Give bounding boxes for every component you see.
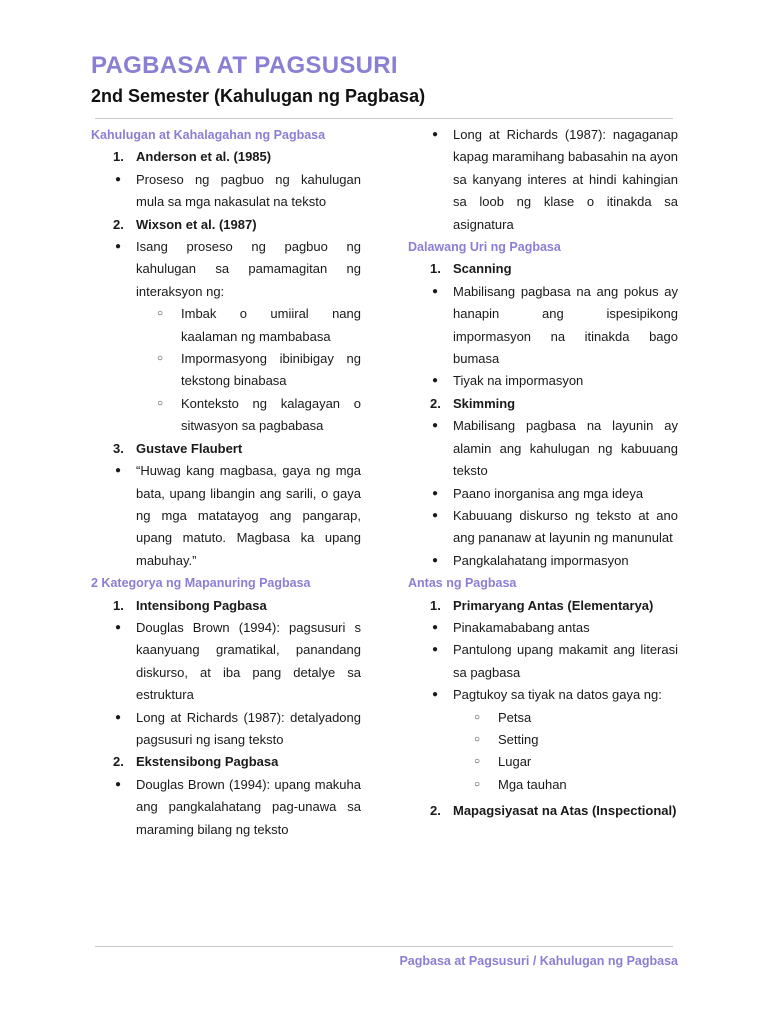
bullet-icon: ●	[115, 778, 122, 790]
bullet-icon: ●	[115, 621, 122, 633]
bullet-text: Pangkalahatang impormasyon	[453, 552, 629, 568]
sub-bullet-item	[408, 707, 678, 729]
bullet-icon: ●	[432, 509, 439, 521]
item-label: Scanning	[453, 261, 512, 277]
item-label: Anderson et al. (1985)	[136, 149, 272, 165]
sub-bullet-item	[91, 303, 361, 348]
bullet-icon: ●	[115, 711, 122, 723]
bullet-item	[91, 169, 361, 214]
circle-bullet-icon: ○	[474, 711, 481, 723]
circle-bullet-icon: ○	[474, 756, 481, 768]
bullet-icon: ●	[432, 285, 439, 297]
numbered-item	[91, 751, 361, 773]
item-label: Gustave Flaubert	[136, 440, 243, 456]
bullet-icon: ●	[432, 375, 439, 387]
bullet-text: Pinakamababang antas	[453, 619, 590, 635]
bullet-text: Isang proseso ng pagbuo ng kahulugan sa pamamagitan ng interaksyon ng:	[136, 239, 361, 299]
circle-bullet-icon: ○	[474, 733, 481, 745]
sub-bullet-item	[408, 774, 678, 796]
sub-bullet-text: Mga tauhan	[498, 776, 567, 792]
bullet-item	[408, 617, 678, 639]
footer-divider	[95, 946, 673, 947]
bullet-icon: ●	[432, 420, 439, 432]
bullet-item	[91, 707, 361, 752]
sub-bullet-text: Imbak o umiiral nang kaalaman ng mambabasa	[181, 306, 361, 344]
circle-bullet-icon: ○	[474, 778, 481, 790]
bullet-item	[91, 460, 361, 572]
bullet-item	[91, 617, 361, 707]
bullet-icon: ●	[432, 689, 439, 701]
bullet-item	[408, 639, 678, 684]
numbered-item	[408, 595, 678, 617]
item-number: 2.	[430, 803, 441, 819]
section-heading: Kahulugan at Kahalagahan ng Pagbasa	[91, 128, 326, 142]
bullet-item	[408, 483, 678, 505]
sub-bullet-text: Petsa	[498, 709, 532, 725]
footer-text: Pagbasa at Pagsusuri / Kahulugan ng Pagbasa	[399, 954, 678, 968]
bullet-icon: ●	[432, 487, 439, 499]
bullet-icon: ●	[432, 621, 439, 633]
bullet-item	[408, 684, 678, 706]
bullet-text: Douglas Brown (1994): pagsusuri s kaanyuang gramatikal, panandang diskurso, at iba pang detalye sa estruktura	[136, 619, 361, 703]
bullet-item	[408, 370, 678, 392]
item-number: 1.	[113, 149, 124, 165]
sub-bullet-item	[408, 751, 678, 773]
right-column	[408, 124, 678, 823]
sub-bullet-text: Lugar	[498, 754, 532, 770]
sub-bullet-text: Setting	[498, 731, 539, 747]
bullet-text: Paano inorganisa ang mga ideya	[453, 485, 644, 501]
section-heading: 2 Kategorya ng Mapanuring Pagbasa	[91, 576, 311, 591]
sub-bullet-text: Impormasyong ibinibigay ng tekstong binabasa	[181, 351, 361, 389]
item-number: 2.	[113, 216, 124, 232]
numbered-item	[91, 595, 361, 617]
item-label: Wixson et al. (1987)	[136, 216, 257, 232]
bullet-icon: ●	[115, 173, 122, 185]
numbered-item	[91, 438, 361, 460]
bullet-item	[408, 124, 678, 236]
numbered-item	[408, 393, 678, 415]
sub-bullet-text: Konteksto ng kalagayan o sitwasyon sa pagbabasa	[181, 395, 361, 434]
sub-bullet-item	[408, 729, 678, 751]
bullet-item	[408, 415, 678, 482]
bullet-item	[408, 505, 678, 550]
sub-bullet-item	[91, 348, 361, 393]
item-number: 2.	[113, 754, 124, 770]
header-divider	[95, 118, 673, 119]
circle-bullet-icon: ○	[157, 308, 164, 320]
circle-bullet-icon: ○	[157, 353, 164, 365]
document-subtitle: 2nd Semester (Kahulugan ng Pagbasa)	[91, 86, 426, 106]
numbered-item	[91, 146, 361, 168]
bullet-icon: ●	[115, 465, 122, 477]
bullet-text: “Huwag kang magbasa, gaya ng mga bata, upang libangin ang sarili, o gaya ng mga matatayog ang pangarap, upang matuto. Magbasa ka upang mabuhay.”	[136, 463, 361, 568]
bullet-text: Mabilisang pagbasa na ang pokus ay hanapin ang ispesipikong impormasyon na itinakda bago bumasa	[453, 283, 678, 367]
item-number: 1.	[113, 597, 124, 613]
item-number: 3.	[113, 440, 124, 456]
document-title: PAGBASA AT PAGSUSURI	[91, 52, 398, 79]
item-number: 1.	[430, 597, 441, 613]
section-heading: Antas ng Pagbasa	[408, 576, 517, 591]
bullet-text: Long at Richards (1987): detalyadong pagsusuri ng isang teksto	[136, 709, 361, 747]
item-label: Primaryang Antas (Elementarya)	[453, 597, 654, 613]
item-label: Mapagsiyasat na Atas (Inspectional)	[453, 803, 677, 819]
numbered-item	[91, 214, 361, 236]
bullet-text: Proseso ng pagbuo ng kahulugan mula sa mga nakasulat na teksto	[136, 171, 361, 210]
bullet-item	[91, 774, 361, 841]
left-column	[91, 124, 361, 841]
section-heading: Dalawang Uri ng Pagbasa	[408, 240, 561, 255]
bullet-icon: ●	[432, 554, 439, 566]
numbered-item	[408, 258, 678, 280]
bullet-icon: ●	[115, 241, 122, 253]
bullet-text: Douglas Brown (1994): upang makuha ang pangkalahatang pag-unawa sa maraming bilang ng teksto	[136, 776, 361, 837]
bullet-text: Tiyak na impormasyon	[453, 373, 584, 389]
item-label: Ekstensibong Pagbasa	[136, 754, 279, 770]
bullet-text: Long at Richards (1987): nagaganap kapag maramihang babasahin na ayon sa kanyang interes at hindi kahingian sa loob ng klase o itinakda sa asignatura	[453, 127, 678, 232]
bullet-icon: ●	[432, 129, 439, 140]
bullet-text: Pagtukoy sa tiyak na datos gaya ng:	[453, 687, 662, 703]
bullet-icon: ●	[432, 644, 439, 656]
bullet-text: Kabuuang diskurso ng teksto at ano ang pananaw at layunin ng manunulat	[453, 507, 678, 546]
bullet-item	[408, 281, 678, 371]
bullet-item	[408, 550, 678, 572]
bullet-text: Pantulong upang makamit ang literasi sa pagbasa	[453, 642, 678, 680]
circle-bullet-icon: ○	[157, 397, 164, 409]
item-label: Intensibong Pagbasa	[136, 597, 267, 613]
item-label: Skimming	[453, 395, 516, 411]
item-number: 1.	[430, 261, 441, 277]
bullet-text: Mabilisang pagbasa na layunin ay alamin ang kahulugan ng kabuuang teksto	[453, 418, 678, 479]
numbered-item	[408, 800, 678, 822]
bullet-item	[91, 236, 361, 303]
item-number: 2.	[430, 395, 441, 411]
sub-bullet-item	[91, 393, 361, 438]
